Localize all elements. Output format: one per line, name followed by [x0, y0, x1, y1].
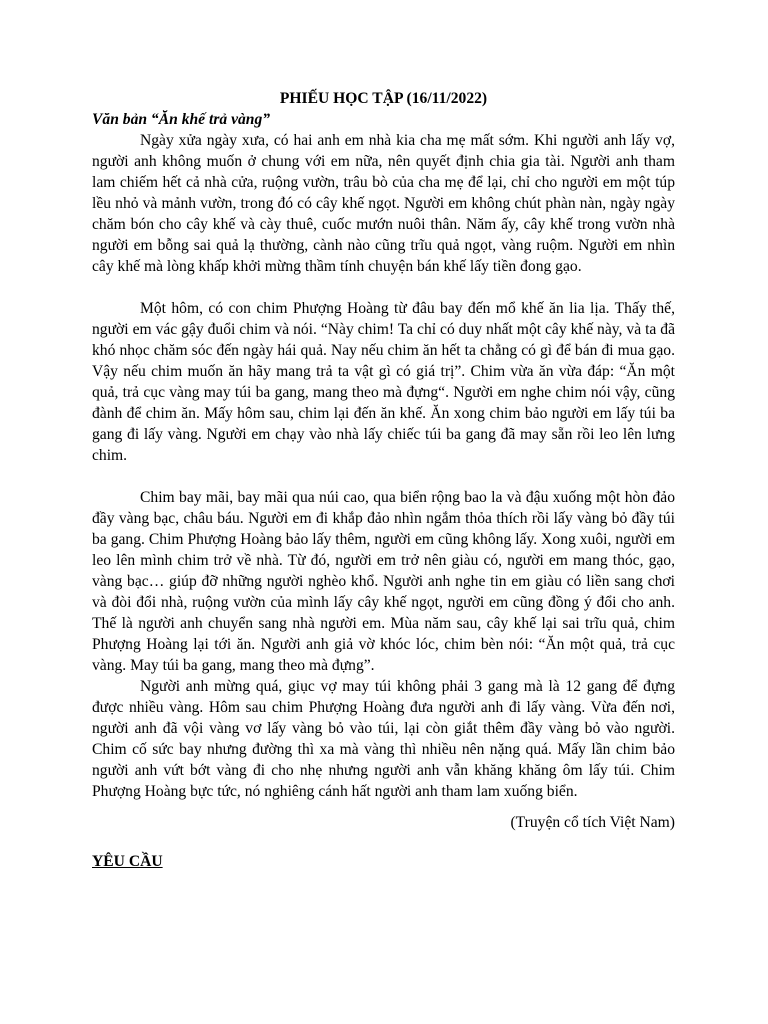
worksheet-page — [92, 88, 675, 872]
document-title: PHIẾU HỌC TẬP (16/11/2022) — [279, 90, 488, 107]
story-source: (Truyện cổ tích Việt Nam) — [510, 814, 675, 831]
requirement-heading: YÊU CẦU — [92, 853, 163, 870]
paragraph-spacer — [92, 466, 675, 487]
story-paragraph-1: Ngày xửa ngày xưa, có hai anh em nhà kia cha mẹ mất sớm. Khi người anh lấy vợ, người anh không muốn ở chung với em nữa, nên quyết định chia gia tài. Người anh tham lam chiếm hết cả nhà cửa, ruộng vườn, trâu bò của cha mẹ để lại, chỉ cho người em một túp lều nhỏ và mảnh vườn, trong đó có cây khế ngọt. Người em không chút phàn nàn, ngày ngày chăm bón cho cây khế và cày thuê, cuốc mướn nuôi thân. Năm ấy, cây khế trong vườn nhà người em bỗng sai quả lạ thường, cành nào cũng trĩu quả ngọt, vàng ruộm. Người em nhìn cây khế mà lòng khấp khởi mừng thầm tính chuyện bán khế lấy tiền đong gạo. — [92, 132, 675, 275]
story-paragraph-2: Một hôm, có con chim Phượng Hoàng từ đâu bay đến mổ khế ăn lia lịa. Thấy thế, người em vác gậy đuổi chim và nói. “Này chim! Ta chỉ có duy nhất một cây khế này, và ta đã khó nhọc chăm sóc đến ngày hái quả. Nay nếu chim ăn hết ta chẳng có gì để bán đi mua gạo. Vậy nếu chim muốn ăn hãy mang trả ta vật gì có giá trị”. Chim vừa ăn vừa đáp: “Ăn một quả, trả cục vàng may túi ba gang, mang theo mà đựng“. Người em nghe chim nói vậy, cũng đành để chim ăn. Mấy hôm sau, chim lại đến ăn khế. Ăn xong chim bảo người em lấy túi ba gang đi lấy vàng. Người em chạy vào nhà lấy chiếc túi ba gang đã may sẵn rồi leo lên lưng chim. — [92, 300, 675, 464]
story-paragraph-3: Chim bay mãi, bay mãi qua núi cao, qua biển rộng bao la và đậu xuống một hòn đảo đầy vàng bạc, châu báu. Người em đi khắp đảo nhìn ngắm thỏa thích rồi lấy vàng bỏ đầy túi ba gang. Chim Phượng Hoàng bảo lấy thêm, người em cũng không lấy. Xong xuôi, người em leo lên mình chim trở về nhà. Từ đó, người em trở nên giàu có, người em mang thóc, gạo, vàng bạc… giúp đỡ những người nghèo khổ. Người anh nghe tin em giàu có liền sang chơi và đòi đổi nhà, ruộng vườn của mình lấy cây khế ngọt, người em cũng đồng ý đổi cho anh. Thế là người anh chuyển sang nhà người em. Mùa năm sau, cây khế lại sai trĩu quả, chim Phượng Hoàng lại tới ăn. Người anh giả vờ khóc lóc, chim bèn nói: “Ăn một quả, trả cục vàng. May túi ba gang, mang theo mà đựng”. — [92, 489, 675, 674]
paragraph-spacer — [92, 277, 675, 298]
story-paragraph-4: Người anh mừng quá, giục vợ may túi không phải 3 gang mà là 12 gang để đựng được nhiều vàng. Hôm sau chim Phượng Hoàng đưa người anh đi lấy vàng. Vừa đến nơi, người anh đã vội vàng vơ lấy vàng bỏ vào túi, lại còn giắt thêm đầy vàng bỏ vào người. Chim cố sức bay nhưng đường thì xa mà vàng thì nhiều nên nặng quá. Mấy lần chim bảo người anh vứt bớt vàng đi cho nhẹ nhưng người anh vẫn khăng khăng ôm lấy túi. Chim Phượng Hoàng bực tức, nó nghiêng cánh hất người anh tham lam xuống biển. — [92, 678, 675, 800]
text-subtitle: Văn bản “Ăn khế trả vàng” — [92, 111, 271, 128]
